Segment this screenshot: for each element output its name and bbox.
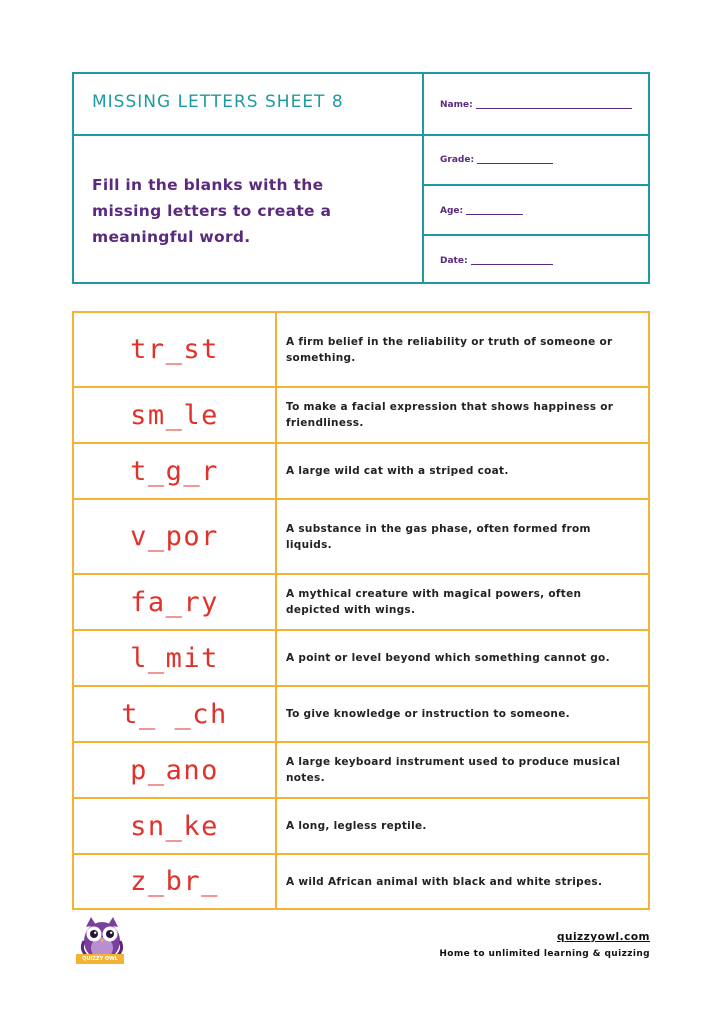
table-row: [74, 575, 648, 631]
definition: A large wild cat with a striped coat.: [286, 465, 509, 477]
header-divider: [424, 234, 648, 236]
missing-word[interactable]: sn_ke: [74, 799, 277, 853]
definition: A firm belief in the reliability or truth of someone or something.: [286, 335, 613, 364]
table-row: [74, 388, 648, 444]
missing-word[interactable]: t_g_r: [74, 444, 277, 498]
missing-word[interactable]: p_ano: [74, 743, 277, 797]
header-divider: [74, 134, 422, 136]
header-divider: [424, 184, 648, 186]
grade-label: Grade:: [440, 155, 475, 165]
site-link[interactable]: quizzyowl.com: [556, 931, 650, 943]
sheet-title: MISSING LETTERS SHEET 8: [92, 92, 344, 112]
instructions: Fill in the blanks with the missing letters to create a meaningful word.: [92, 176, 332, 246]
table-row: [74, 855, 648, 908]
grade-line: [477, 154, 553, 164]
missing-word[interactable]: z_br_: [74, 855, 277, 908]
definition: To make a facial expression that shows happiness or friendliness.: [286, 401, 614, 429]
date-label: Date:: [440, 256, 468, 266]
table-row: [74, 631, 648, 687]
name-line: [476, 99, 632, 109]
table-row: [74, 687, 648, 743]
owl-logo-label: QUIZZY OWL: [76, 954, 124, 964]
missing-word[interactable]: fa_ry: [74, 575, 277, 629]
word-table: [72, 311, 650, 910]
missing-word[interactable]: t_ _ch: [74, 687, 277, 741]
age-line: [466, 205, 523, 215]
header-box: [72, 72, 650, 284]
table-row: [74, 743, 648, 799]
age-label: Age:: [440, 206, 464, 216]
age-field[interactable]: [440, 205, 523, 216]
header-divider: [422, 74, 424, 282]
table-row: [74, 799, 648, 855]
missing-word[interactable]: tr_st: [74, 313, 277, 386]
header-divider: [424, 134, 648, 136]
date-field[interactable]: [440, 255, 553, 266]
definition: To give knowledge or instruction to someone.: [286, 708, 570, 720]
definition: A large keyboard instrument used to produce musical notes.: [286, 756, 621, 784]
missing-word[interactable]: sm_le: [74, 388, 277, 442]
name-label: Name:: [440, 100, 473, 110]
definition: A point or level beyond which something cannot go.: [286, 652, 610, 664]
grade-field[interactable]: [440, 154, 553, 165]
missing-word[interactable]: l_mit: [74, 631, 277, 685]
date-line: [471, 255, 553, 265]
table-row: [74, 500, 648, 575]
definition: A long, legless reptile.: [286, 820, 427, 832]
definition: A substance in the gas phase, often formed from liquids.: [286, 522, 591, 551]
table-row: [74, 313, 648, 388]
table-row: [74, 444, 648, 500]
definition: A wild African animal with black and white stripes.: [286, 875, 603, 888]
definition: A mythical creature with magical powers, often depicted with wings.: [286, 588, 582, 616]
missing-word[interactable]: v_por: [74, 500, 277, 573]
name-field[interactable]: [440, 99, 632, 110]
tagline: Home to unlimited learning & quizzing: [439, 949, 650, 959]
